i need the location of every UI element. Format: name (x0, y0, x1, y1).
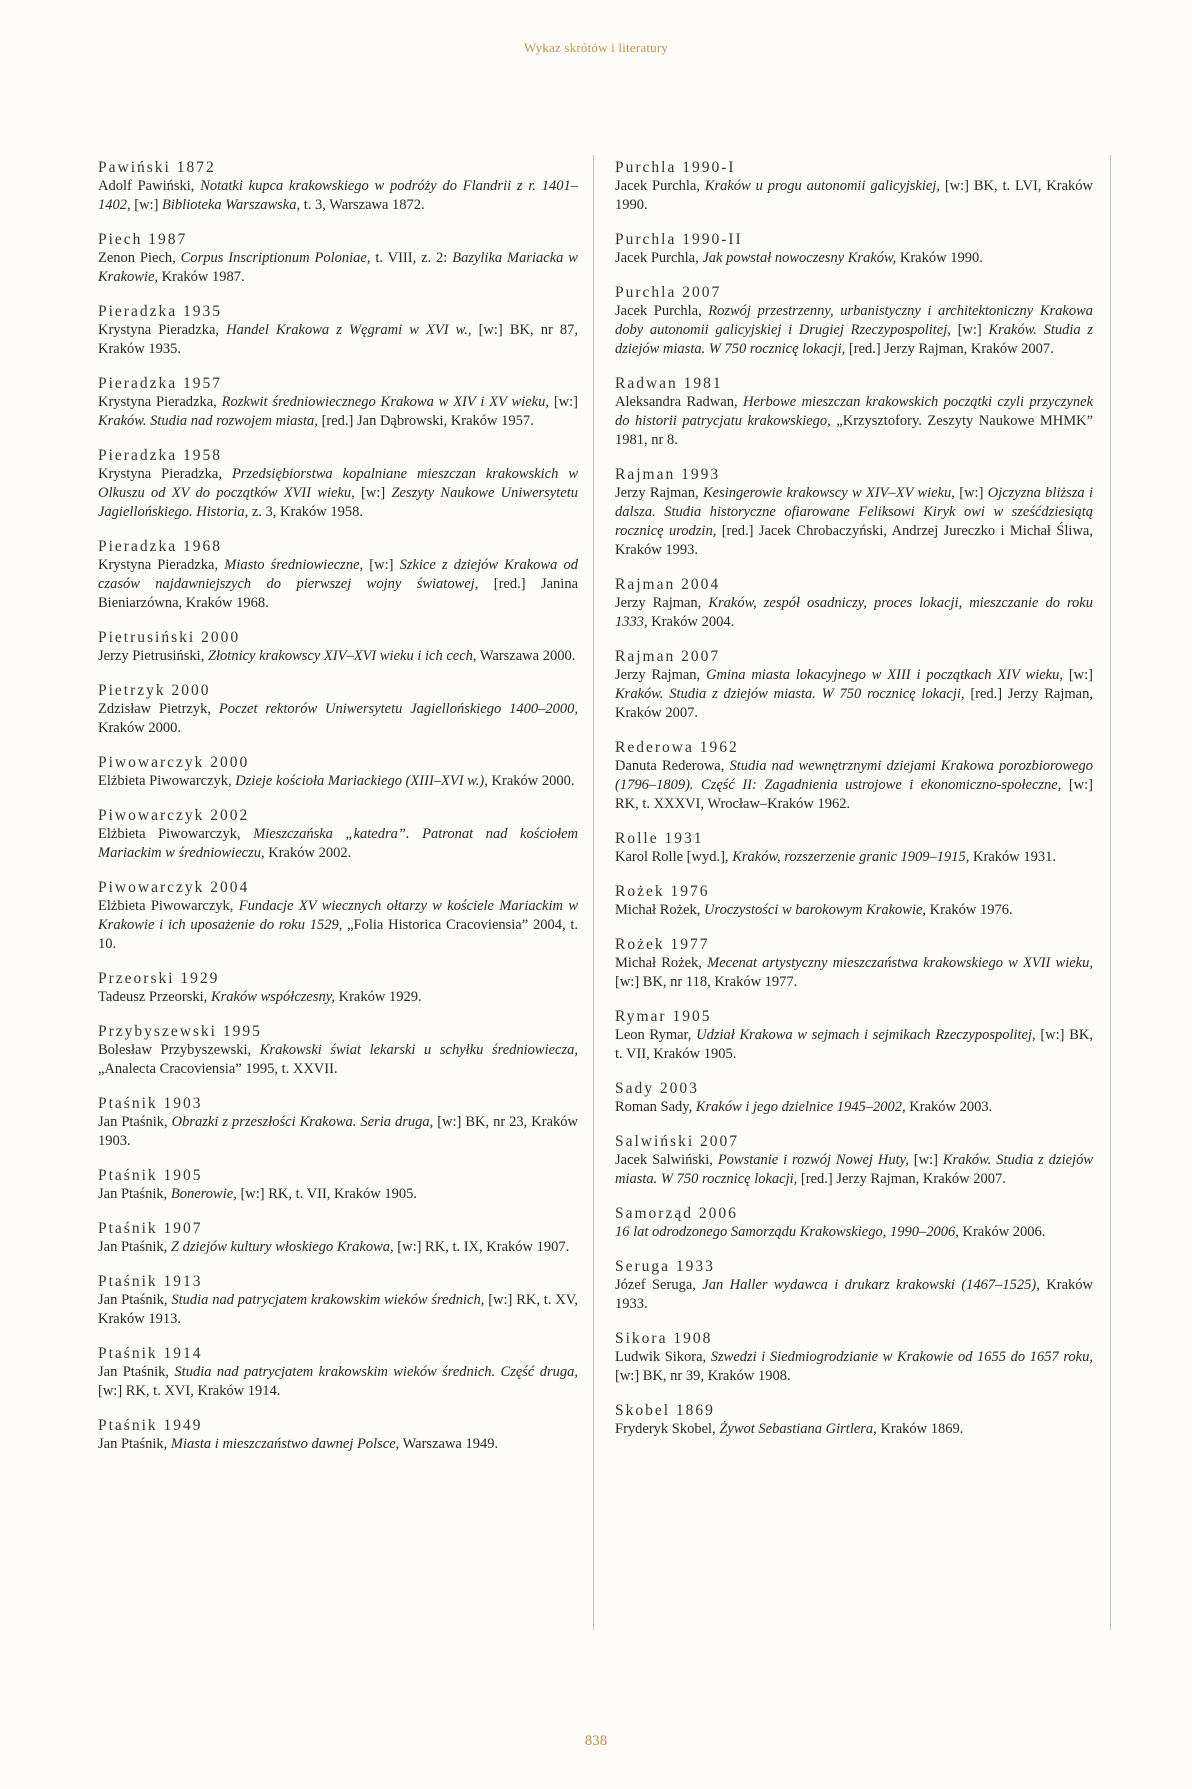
citation-title: Kraków. Studia z dziejów miasta. W 750 rocznicę lokacji, (615, 686, 965, 702)
bibliography-entry (98, 806, 578, 863)
entry-abbreviation: Przeorski 1929 (98, 970, 220, 987)
citation-text: Aleksandra Radwan, (615, 394, 743, 410)
citation-title: Kraków, rozszerzenie granic 1909–1915, (732, 849, 970, 865)
citation-title: Gmina miasta lokacyjnego w XIII i początkach XIV wieku, (706, 667, 1063, 683)
citation-text: [w:] BK, nr 87, Kraków 1935. (98, 322, 578, 357)
bibliography-entry (98, 753, 578, 791)
citation-text: [w:] RK, t. XV, Kraków 1913. (98, 1292, 578, 1327)
bibliography-entry (615, 158, 1093, 215)
entry-abbreviation: Rajman 2007 (615, 648, 721, 665)
bibliography-entry (98, 302, 578, 359)
citation-title: Bazylika Mariacka w Krakowie, (98, 250, 578, 285)
entry-citation (98, 1238, 578, 1257)
bibliography-entry (615, 1007, 1093, 1064)
citation-text: [w:] BK, nr 39, Kraków 1908. (615, 1368, 791, 1384)
bibliography-entry (98, 230, 578, 287)
citation-text: [red.] Jacek Chrobaczyński, Andrzej Jureczko i Michał Śliwa, Kraków 1993. (615, 523, 1093, 558)
citation-title: Poczet rektorów Uniwersytetu Jagiellońskiego 1400–2000, (218, 701, 578, 717)
bibliography-entry (615, 647, 1093, 723)
bibliography-entry (98, 1094, 578, 1151)
entry-abbreviation: Piwowarczyk 2000 (98, 754, 250, 771)
entry-citation (98, 1113, 578, 1151)
citation-text: Jan Ptaśnik, (98, 1436, 171, 1452)
entry-citation (98, 1363, 578, 1401)
citation-title: Biblioteka Warszawska, (162, 197, 301, 213)
entry-citation (615, 1151, 1093, 1189)
entry-abbreviation: Radwan 1981 (615, 375, 723, 392)
citation-text: „Folia Historica Cracoviensia” 2004, t. 10. (98, 917, 578, 952)
right-margin-rule (1110, 155, 1111, 1630)
bibliography-entry (98, 1416, 578, 1454)
citation-text: [red.] Jerzy Rajman, Kraków 2007. (845, 341, 1054, 357)
entry-citation (615, 393, 1093, 450)
citation-title: Corpus Inscriptionum Poloniae, (180, 250, 371, 266)
citation-text: Fryderyk Skobel, (615, 1421, 720, 1437)
bibliography-entry (615, 1204, 1093, 1242)
entry-citation (615, 757, 1093, 814)
entry-abbreviation: Sady 2003 (615, 1080, 699, 1097)
citation-title: Żywot Sebastiana Girtlera, (719, 1421, 877, 1437)
bibliography-entry (98, 1219, 578, 1257)
page-number: 838 (584, 1733, 608, 1749)
bibliography-entry (98, 1166, 578, 1204)
citation-text: Kraków 1931. (969, 849, 1057, 865)
entry-citation (98, 249, 578, 287)
bibliography-entry (98, 969, 578, 1007)
citation-text: Jerzy Pietrusiński, (98, 648, 208, 664)
entry-citation (615, 302, 1093, 359)
entry-abbreviation: Sikora 1908 (615, 1330, 713, 1347)
bibliography-entry (98, 446, 578, 522)
bibliography-entry (615, 935, 1093, 992)
entry-abbreviation: Piech 1987 (98, 231, 188, 248)
citation-title: Bonerowie, (170, 1186, 237, 1202)
citation-text: „Analecta Cracoviensia” 1995, t. XXVII. (98, 1061, 338, 1077)
citation-title: Ojczyzna bliższa i dalsza. Studia historyczne ofiarowane Feliksowi Kiryk owi w sześćdziesiątą rocznicę urodzin, (615, 485, 1093, 539)
citation-text: Jan Ptaśnik, (98, 1186, 171, 1202)
citation-text: Kraków 1933. (615, 1277, 1093, 1312)
citation-text: Zdzisław Pietrzyk, (98, 701, 219, 717)
citation-title: Zeszyty Naukowe Uniwersytetu Jagiellońskiego. Historia, (98, 485, 578, 520)
citation-title: Udział Krakowa w sejmach i sejmikach Rzeczypospolitej, (696, 1027, 1036, 1043)
entry-citation (615, 1026, 1093, 1064)
citation-title: Kesingerowie krakowscy w XIV–XV wieku, (702, 485, 955, 501)
citation-text: [w:] (130, 197, 163, 213)
entry-abbreviation: Skobel 1869 (615, 1402, 715, 1419)
citation-title: Kraków współczesny, (210, 989, 335, 1005)
entry-abbreviation: Ptaśnik 1903 (98, 1095, 203, 1112)
entry-citation (615, 484, 1093, 560)
entry-abbreviation: Purchla 2007 (615, 284, 722, 301)
citation-text: [w:] (950, 322, 989, 338)
citation-text: Warszawa 1949. (399, 1436, 499, 1452)
entry-citation (615, 954, 1093, 992)
citation-text: Krystyna Pieradzka, (98, 322, 227, 338)
entry-citation (98, 465, 578, 522)
entry-citation (98, 1185, 578, 1204)
citation-text: Krystyna Pieradzka, (98, 557, 225, 573)
citation-title: Szwedzi i Siedmiogrodzianie w Krakowie od 1655 do 1657 roku, (710, 1349, 1093, 1365)
citation-title: Dzieje kościoła Mariackiego (XIII–XVI w.), (235, 773, 488, 789)
citation-text: Jacek Purchla, (615, 303, 709, 319)
citation-text: Bolesław Przybyszewski, (98, 1042, 260, 1058)
citation-text: Kraków 1869. (876, 1421, 964, 1437)
citation-title: Kraków, zespół osadniczy, proces lokacji, mieszczanie do roku 1333, (615, 595, 1093, 630)
entry-citation (98, 825, 578, 863)
citation-title: Miasta i mieszczaństwo dawnej Polsce, (170, 1436, 400, 1452)
citation-text: Karol Rolle [wyd.], (615, 849, 733, 865)
citation-text: Roman Sady, (615, 1099, 696, 1115)
citation-text: [red.] Jerzy Rajman, Kraków 2007. (615, 686, 1093, 721)
bibliography-entry (98, 681, 578, 738)
entry-abbreviation: Pieradzka 1935 (98, 303, 222, 320)
entry-abbreviation: Rożek 1976 (615, 883, 710, 900)
citation-title: Z dziejów kultury włoskiego Krakowa, (170, 1239, 394, 1255)
citation-text: [w:] RK, t. XXXVI, Wrocław–Kraków 1962. (615, 777, 1093, 812)
entry-citation (615, 1420, 1093, 1439)
citation-text: [w:] (548, 394, 578, 410)
citation-text: Jan Ptaśnik, (98, 1239, 171, 1255)
citation-title: Studia nad patrycjatem krakowskim wieków średnich. Część druga, (174, 1364, 578, 1380)
entry-citation (615, 1098, 1093, 1117)
citation-title: Notatki kupca krakowskiego w podróży do Flandrii z r. 1401–1402, (98, 178, 579, 213)
citation-text: Michał Rożek, (615, 902, 704, 918)
citation-text: Elżbieta Piwowarczyk, (98, 898, 239, 914)
entry-abbreviation: Przybyszewski 1995 (98, 1023, 262, 1040)
entry-citation (615, 848, 1093, 867)
citation-text: Jan Ptaśnik, (98, 1364, 175, 1380)
entry-citation (98, 700, 578, 738)
citation-text: [w:] RK, t. XVI, Kraków 1914. (98, 1383, 281, 1399)
bibliography-entry (615, 465, 1093, 560)
citation-title: Mecenat artystyczny mieszczaństwa krakowskiego w XVII wieku, (707, 955, 1093, 971)
citation-title: Krakowski świat lekarski u schyłku średniowiecza, (259, 1042, 578, 1058)
citation-text: Krystyna Pieradzka, (98, 394, 222, 410)
bibliography-entry (98, 537, 578, 613)
entry-abbreviation: Pawiński 1872 (98, 159, 216, 176)
citation-text: Zenon Piech, (98, 250, 181, 266)
citation-title: Kraków. Studia nad rozwojem miasta, (98, 413, 318, 429)
citation-text: Michał Rożek, (615, 955, 708, 971)
citation-title: Fundacje XV wiecznych ołtarzy w kościele Mariackim w Krakowie i ich uposażenie do roku 1529, (98, 898, 579, 933)
entry-abbreviation: Rożek 1977 (615, 936, 710, 953)
citation-text: Kraków 1987. (158, 269, 245, 285)
citation-title: Kraków. Studia z dziejów miasta. W 750 rocznicę lokacji, (615, 322, 1093, 357)
citation-text: Tadeusz Przeorski, (98, 989, 211, 1005)
entry-abbreviation: Seruga 1933 (615, 1258, 715, 1275)
citation-text: [w:] BK, t. VII, Kraków 1905. (615, 1027, 1093, 1062)
bibliography-entry (615, 374, 1093, 450)
entry-abbreviation: Samorząd 2006 (615, 1205, 738, 1222)
citation-title: Mieszczańska „katedra”. Patronat nad kościołem Mariackim w średniowieczu, (98, 826, 578, 861)
entry-citation (98, 988, 578, 1007)
entry-citation (615, 1276, 1093, 1314)
citation-text: z. 3, Kraków 1958. (248, 504, 363, 520)
bibliography-entry (615, 230, 1093, 268)
citation-text: Kraków 2003. (905, 1099, 993, 1115)
citation-title: Szkice z dziejów Krakowa od czasów najdawniejszych do pierwszej wojny światowej, (98, 557, 578, 592)
citation-text: Jacek Purchla, (615, 250, 703, 266)
citation-text: [red.] Janina Bieniarzówna, Kraków 1968. (98, 576, 579, 611)
entry-citation (98, 1041, 578, 1079)
bibliography-entry (98, 158, 578, 215)
entry-citation (615, 666, 1093, 723)
entry-citation (615, 1348, 1093, 1386)
citation-text: Kraków 2006. (958, 1224, 1046, 1240)
citation-text: Danuta Rederowa, (615, 758, 730, 774)
citation-text: Jerzy Rajman, (615, 667, 707, 683)
entry-citation (615, 1223, 1093, 1242)
entry-citation (98, 1435, 578, 1454)
entry-abbreviation: Pietrusiński 2000 (98, 629, 241, 646)
bibliography-entry (615, 1329, 1093, 1386)
citation-title: Złotnicy krakowscy XIV–XVI wieku i ich cech, (207, 648, 477, 664)
citation-text: [w:] (954, 485, 988, 501)
citation-text: Ludwik Sikora, (615, 1349, 711, 1365)
citation-title: Rozwój przestrzenny, urbanistyczny i architektoniczny Krakowa doby autonomii galicyjskiej i Drugiej Rzeczypospolitej, (615, 303, 1093, 338)
entry-abbreviation: Salwiński 2007 (615, 1133, 740, 1150)
citation-text: [red.] Jerzy Rajman, Kraków 2007. (797, 1171, 1006, 1187)
bibliography-entry (98, 374, 578, 431)
running-head: Wykaz skrótów i literatury (523, 40, 669, 55)
citation-text: Adolf Pawiński, (98, 178, 201, 194)
entry-citation (98, 556, 578, 613)
bibliography-entry (98, 1344, 578, 1401)
entry-citation (615, 594, 1093, 632)
citation-text: Elżbieta Piwowarczyk, (98, 773, 236, 789)
citation-text: Elżbieta Piwowarczyk, (98, 826, 254, 842)
bibliography-entry (615, 283, 1093, 359)
entry-abbreviation: Rymar 1905 (615, 1008, 712, 1025)
entry-citation (98, 177, 578, 215)
entry-citation (615, 177, 1093, 215)
entry-citation (98, 647, 578, 666)
citation-text: Kraków 2000. (98, 720, 181, 736)
bibliography-entry (615, 1079, 1093, 1117)
right-column (615, 158, 1093, 1454)
citation-title: Handel Krakowa z Węgrami w XVI w., (226, 322, 472, 338)
bibliography-entry (615, 738, 1093, 814)
citation-text: Jacek Salwiński, (615, 1152, 718, 1168)
entry-abbreviation: Ptaśnik 1913 (98, 1273, 203, 1290)
bibliography-entry (98, 628, 578, 666)
citation-title: Jan Haller wydawca i drukarz krakowski (1467–1525), (702, 1277, 1040, 1293)
citation-title: Przedsiębiorstwa kopalniane mieszczan krakowskich w Olkuszu od XV do początków XVII wieku, (98, 466, 578, 501)
citation-text: Jerzy Rajman, (615, 595, 709, 611)
citation-title: Obrazki z przeszłości Krakowa. Seria druga, (171, 1114, 434, 1130)
entry-abbreviation: Purchla 1990-II (615, 231, 743, 248)
citation-title: Studia nad patrycjatem krakowskim wieków średnich, (171, 1292, 485, 1308)
entry-abbreviation: Ptaśnik 1907 (98, 1220, 203, 1237)
citation-text: [w:] BK, nr 23, Kraków 1903. (98, 1114, 578, 1149)
citation-text: „Krzysztofory. Zeszyty Naukowe MHMK” 1981, nr 8. (615, 413, 1093, 448)
citation-title: Herbowe mieszczan krakowskich początki czyli przyczynek do historii patrycjatu krakowskiego, (615, 394, 1094, 429)
citation-text: t. 3, Warszawa 1872. (300, 197, 425, 213)
left-column (98, 158, 578, 1469)
citation-title: 16 lat odrodzonego Samorządu Krakowskiego, 1990–2006, (615, 1224, 959, 1240)
citation-title: Uroczystości w barokowym Krakowie, (704, 902, 927, 918)
entry-abbreviation: Pietrzyk 2000 (98, 682, 211, 699)
entry-citation (615, 901, 1093, 920)
entry-abbreviation: Ptaśnik 1949 (98, 1417, 203, 1434)
citation-text: [red.] Jan Dąbrowski, Kraków 1957. (317, 413, 534, 429)
entry-abbreviation: Rajman 2004 (615, 576, 721, 593)
citation-text: [w:] RK, t. IX, Kraków 1907. (393, 1239, 570, 1255)
bibliography-entry (615, 1257, 1093, 1314)
citation-title: Miasto średniowieczne, (224, 557, 364, 573)
entry-abbreviation: Ptaśnik 1905 (98, 1167, 203, 1184)
citation-text: Leon Rymar, (615, 1027, 697, 1043)
citation-title: Rozkwit średniowiecznego Krakowa w XIV i XV wieku, (221, 394, 549, 410)
entry-abbreviation: Ptaśnik 1914 (98, 1345, 203, 1362)
citation-text: Kraków 2002. (264, 845, 352, 861)
citation-text: [w:] (363, 557, 400, 573)
entry-abbreviation: Rederowa 1962 (615, 739, 739, 756)
entry-abbreviation: Pieradzka 1957 (98, 375, 222, 392)
citation-text: Kraków 1976. (926, 902, 1013, 918)
citation-text: [w:] (354, 485, 392, 501)
entry-abbreviation: Pieradzka 1958 (98, 447, 222, 464)
citation-text: Kraków 2004. (647, 614, 735, 630)
bibliography-entry (98, 878, 578, 954)
citation-text: Kraków 2000. (487, 773, 575, 789)
entry-abbreviation: Rolle 1931 (615, 830, 704, 847)
citation-text: [w:] BK, nr 118, Kraków 1977. (615, 974, 798, 990)
citation-text: Krystyna Pieradzka, (98, 466, 232, 482)
citation-text: Józef Seruga, (615, 1277, 703, 1293)
citation-text: Kraków 1929. (335, 989, 422, 1005)
bibliography-entry (615, 882, 1093, 920)
column-divider (593, 155, 594, 1630)
citation-text: [w:] (1062, 667, 1093, 683)
entry-citation (615, 249, 1093, 268)
citation-title: Jak powstał nowoczesny Kraków, (702, 250, 897, 266)
entry-abbreviation: Rajman 1993 (615, 466, 721, 483)
citation-text: [w:] (908, 1152, 943, 1168)
citation-title: Kraków. Studia z dziejów miasta. W 750 rocznicę lokacji, (615, 1152, 1093, 1187)
entry-abbreviation: Pieradzka 1968 (98, 538, 222, 555)
entry-citation (98, 897, 578, 954)
bibliography-entry (98, 1022, 578, 1079)
citation-text: Jan Ptaśnik, (98, 1114, 172, 1130)
citation-text: Jerzy Rajman, (615, 485, 703, 501)
citation-title: Powstanie i rozwój Nowej Huty, (717, 1152, 909, 1168)
bibliography-entry (615, 1401, 1093, 1439)
bibliography-entry (615, 575, 1093, 632)
citation-title: Studia nad wewnętrznymi dziejami Krakowa porozbiorowego (1796–1809). Część II: Zagadnienia ustrojowe i ekonomiczno-społeczne, (615, 758, 1093, 793)
entry-citation (98, 1291, 578, 1329)
entry-citation (98, 393, 578, 431)
entry-citation (98, 772, 578, 791)
citation-text: t. VIII, z. 2: (370, 250, 453, 266)
entry-abbreviation: Piwowarczyk 2004 (98, 879, 250, 896)
citation-text: Kraków 1990. (896, 250, 983, 266)
citation-text: Warszawa 2000. (476, 648, 576, 664)
citation-title: Kraków i jego dzielnice 1945–2002, (695, 1099, 906, 1115)
citation-text: Jan Ptaśnik, (98, 1292, 172, 1308)
citation-text: Jacek Purchla, (615, 178, 705, 194)
bibliography-entry (615, 1132, 1093, 1189)
citation-text: [w:] RK, t. VII, Kraków 1905. (236, 1186, 417, 1202)
bibliography-entry (98, 1272, 578, 1329)
citation-text: [w:] BK, t. LVI, Kraków 1990. (615, 178, 1093, 213)
bibliography-entry (615, 829, 1093, 867)
entry-abbreviation: Piwowarczyk 2002 (98, 807, 250, 824)
citation-title: Kraków u progu autonomii galicyjskiej, (704, 178, 940, 194)
entry-abbreviation: Purchla 1990-I (615, 159, 736, 176)
entry-citation (98, 321, 578, 359)
